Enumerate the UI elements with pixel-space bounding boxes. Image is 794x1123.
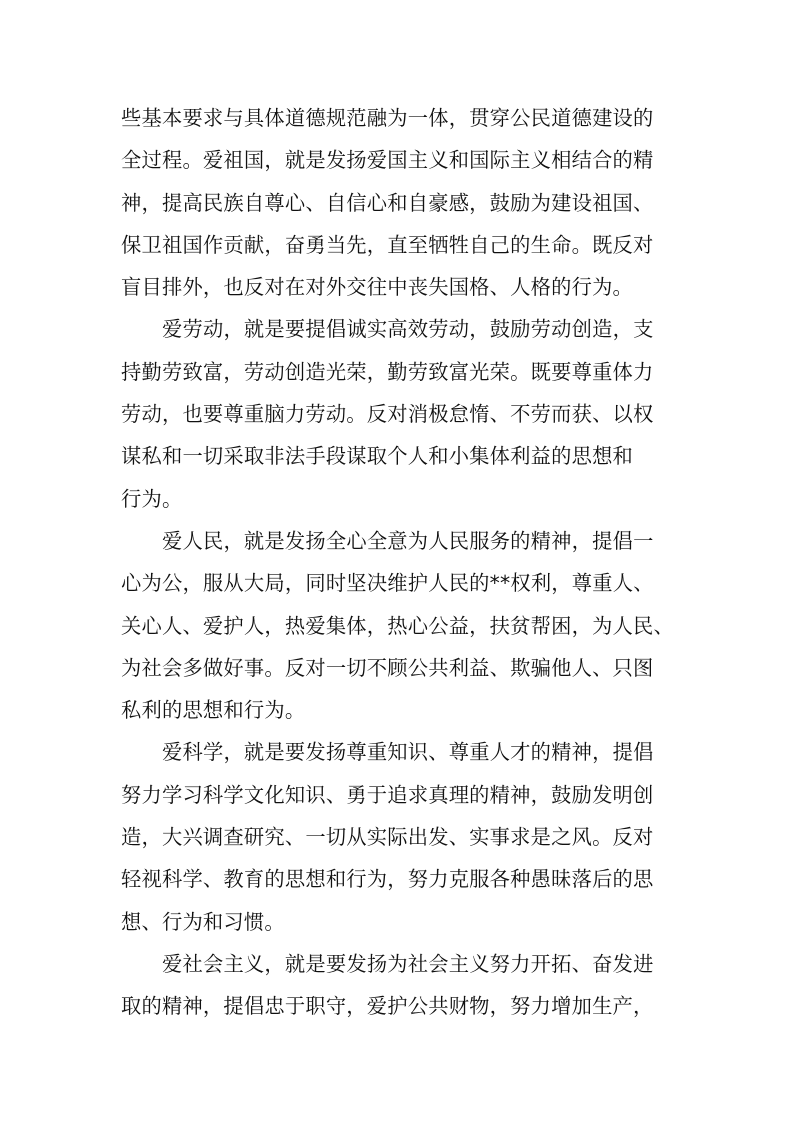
text-line: 些基本要求与具体道德规范融为一体，贯穿公民道德建设的 [121, 106, 654, 130]
text-line: 全过程。爱祖国，就是发扬爱国主义和国际主义相结合的精 [121, 148, 654, 173]
text-line: 爱科学，就是要发扬尊重知识、尊重人才的精神，提倡 [162, 740, 654, 765]
text-line: 取的精神，提倡忠于职守，爱护公共财物，努力增加生产， [121, 994, 654, 1019]
text-line: 私利的思想和行为。 [121, 698, 306, 723]
text-line: 谋私和一切采取非法手段谋取个人和小集体利益的思想和 [121, 444, 634, 469]
text-line: 心为公，服从大局，同时坚决维护人民的**权利，尊重人、 [121, 571, 654, 596]
document-body-text [121, 97, 681, 1028]
text-line: 盲目排外，也反对在对外交往中丧失国格、人格的行为。 [121, 275, 634, 300]
text-line: 爱劳动，就是要提倡诚实高效劳动，鼓励劳动创造，支 [162, 317, 654, 342]
text-line: 爱人民，就是发扬全心全意为人民服务的精神，提倡一 [162, 528, 654, 553]
text-line: 关心人、爱护人，热爱集体，热心公益，扶贫帮困，为人民、 [121, 613, 674, 638]
text-line: 想、行为和习惯。 [121, 909, 285, 934]
text-line: 持勤劳致富，劳动创造光荣，勤劳致富光荣。既要尊重体力 [121, 359, 654, 384]
text-line: 努力学习科学文化知识、勇于追求真理的精神，鼓励发明创 [121, 782, 654, 807]
text-line: 为社会多做好事。反对一切不顾公共利益、欺骗他人、只图 [121, 655, 654, 680]
text-line: 神，提高民族自尊心、自信心和自豪感，鼓励为建设祖国、 [121, 190, 654, 215]
text-line: 保卫祖国作贡献，奋勇当先，直至牺牲自己的生命。既反对 [121, 232, 654, 257]
text-line: 劳动，也要尊重脑力劳动。反对消极怠惰、不劳而获、以权 [121, 402, 654, 427]
text-line: 造，大兴调查研究、一切从实际出发、实事求是之风。反对 [121, 825, 654, 850]
text-line: 爱社会主义，就是要发扬为社会主义努力开拓、奋发进 [162, 951, 654, 976]
text-line: 轻视科学、教育的思想和行为，努力克服各种愚昧落后的思 [121, 867, 654, 892]
text-line: 行为。 [121, 486, 183, 511]
